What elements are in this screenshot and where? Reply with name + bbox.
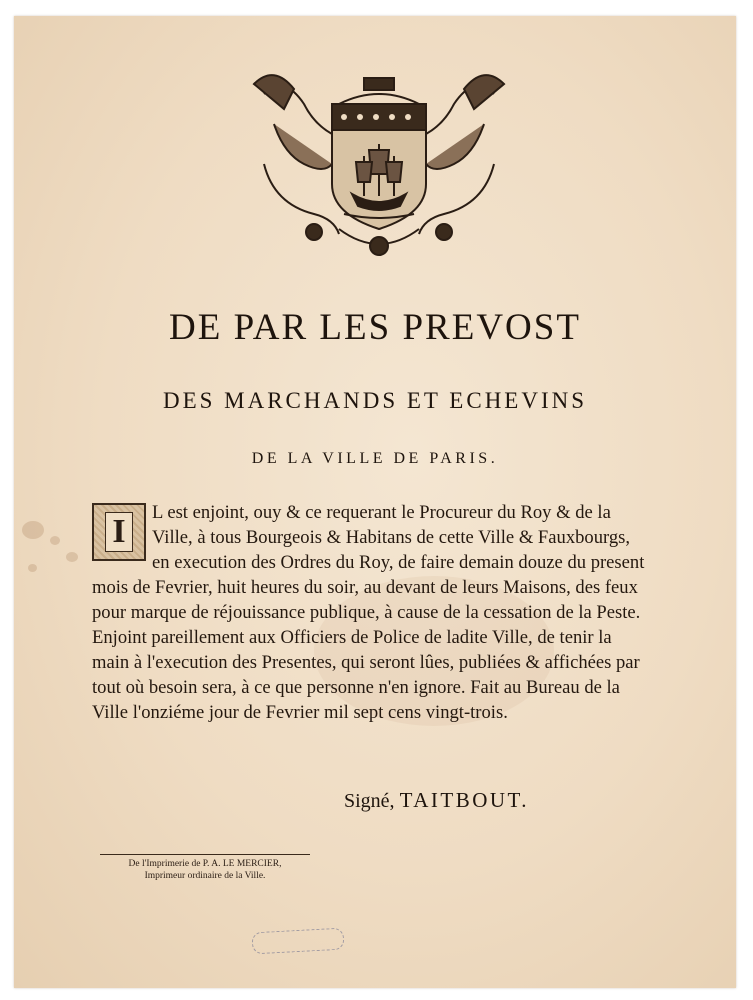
printer-imprint [84, 858, 326, 882]
paris-coat-of-arms-ship-icon [244, 64, 514, 264]
signature [344, 788, 529, 813]
ornamental-initial [92, 503, 146, 561]
signature-name: TAITBOUT. [399, 788, 530, 812]
title-line-3: DE LA VILLE DE PARIS. [251, 450, 499, 467]
printer-line-2: Imprimeur ordinaire de la Ville. [144, 871, 266, 881]
signature-prefix: Signé, [344, 790, 395, 812]
title-line-1: DE PAR LES PREVOST [169, 307, 581, 348]
ordinance-body [92, 500, 652, 725]
ink-stain [22, 521, 44, 539]
ink-stain [28, 564, 37, 572]
printer-rule [100, 854, 310, 855]
ordinance-text: L est enjoint, ouy & ce requerant le Procureur du Roy & de la Ville, à tous Bourgeois & Habitans de cette Ville & Fauxbourgs, en execution des Ordres du Roy, de faire demain douze du present mois de Fevrier, huit heures du soir, au devant de leurs Maisons, des feux pour marque de réjouissance publique, à cause de la cessation de la Peste. Enjoint pareillement aux Officiers de Police de ladite Ville, de tenir la main à l'execution des Presentes, qui seront lûes, publiées & affichées par tout où besoin sera, à ce que personne n'en ignore. Fait au Bureau de la Ville l'onziéme jour de Fevrier mil sept cens vingt-trois. [92, 502, 645, 723]
ink-stain [66, 552, 78, 562]
title-line-2: DES MARCHANDS ET ECHEVINS [162, 388, 588, 413]
dropcap-letter: I [105, 512, 132, 552]
library-stamp [251, 928, 344, 955]
proclamation-sheet [14, 16, 736, 988]
ink-stain [50, 536, 60, 545]
printer-line-1: De l'Imprimerie de P. A. LE MERCIER, [128, 859, 282, 869]
